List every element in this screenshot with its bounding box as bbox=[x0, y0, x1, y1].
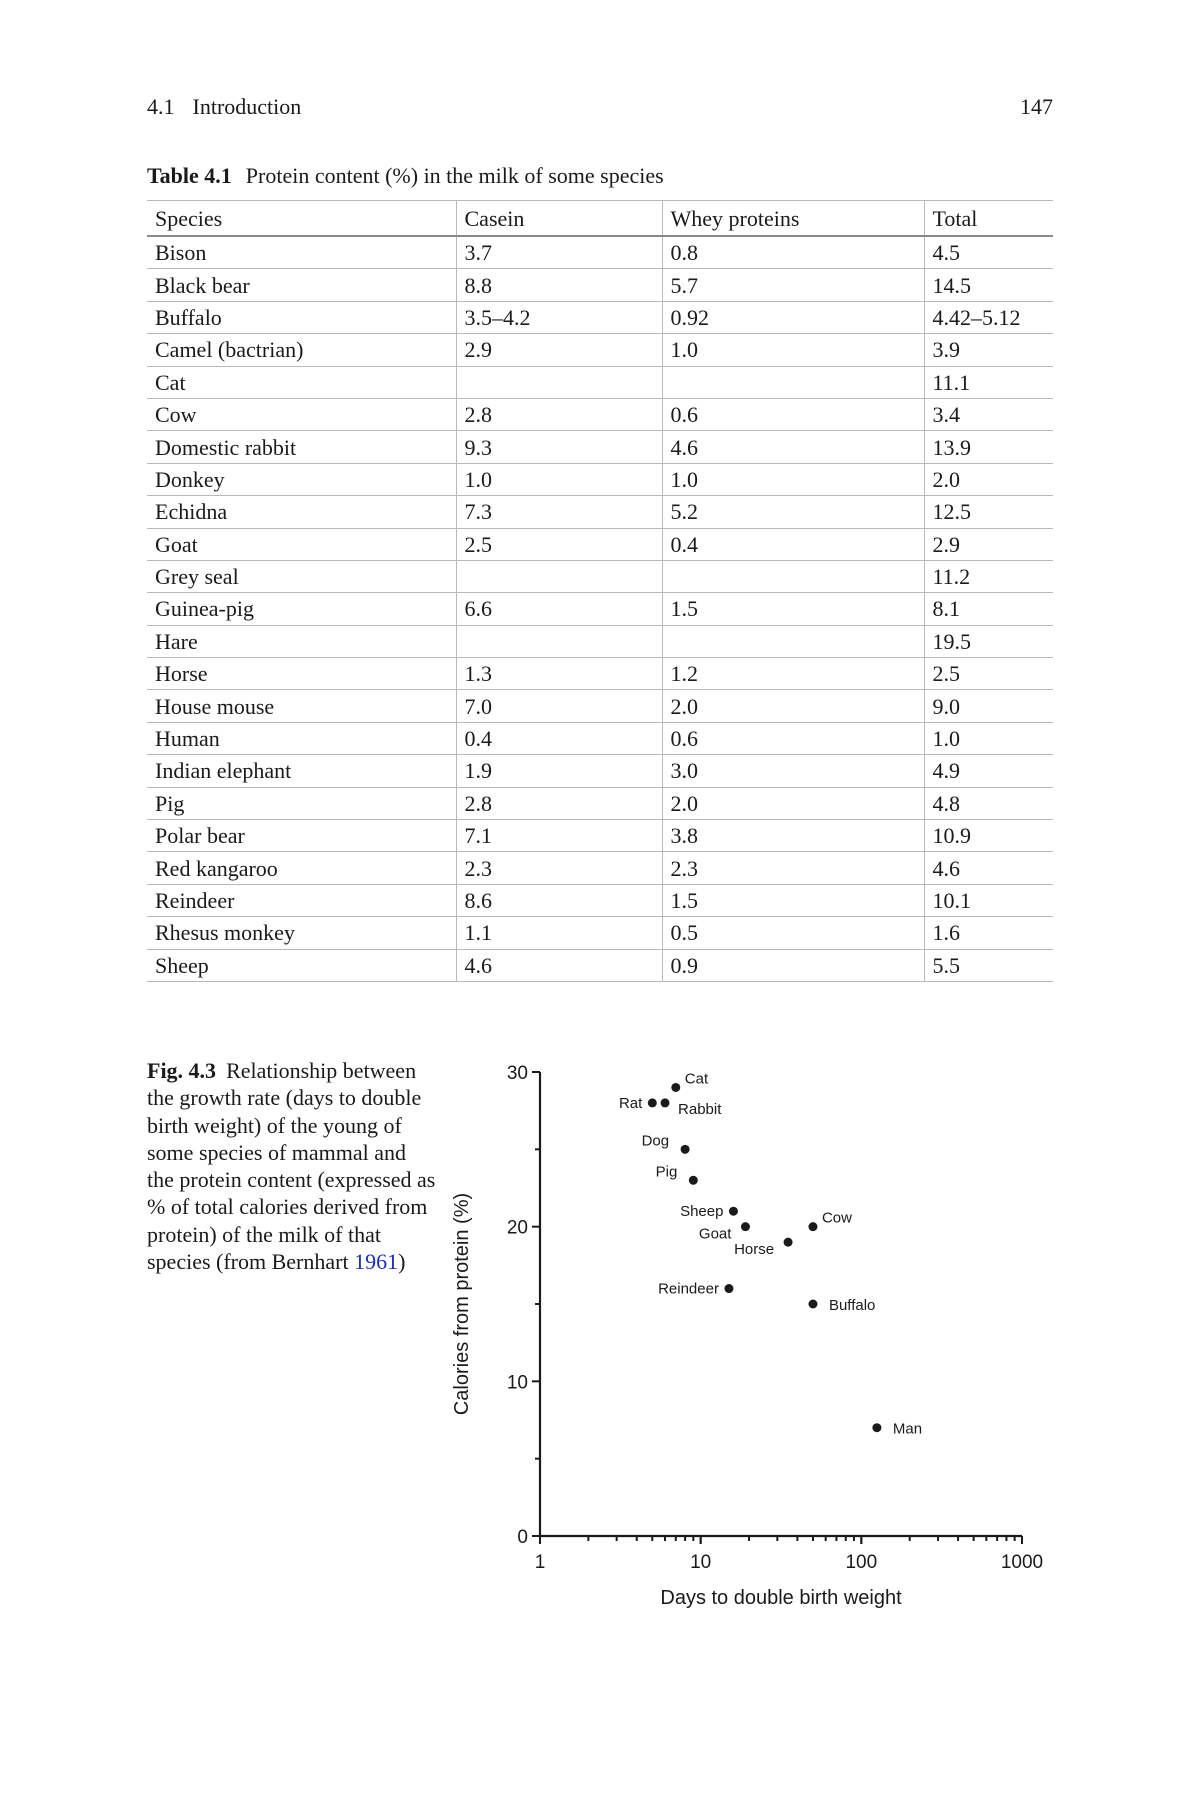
total-cell: 4.6 bbox=[924, 852, 1053, 884]
table-row bbox=[147, 852, 1053, 884]
table-row bbox=[147, 658, 1053, 690]
whey-cell: 2.3 bbox=[662, 852, 924, 884]
point-label: Goat bbox=[698, 1225, 732, 1243]
data-point-goat bbox=[741, 1222, 750, 1231]
species-cell: Black bear bbox=[147, 269, 456, 301]
table-row bbox=[147, 625, 1053, 657]
x-tick-label: 10 bbox=[690, 1552, 712, 1573]
species-cell: Hare bbox=[147, 625, 456, 657]
whey-cell: 0.8 bbox=[662, 236, 924, 269]
total-cell: 4.42–5.12 bbox=[924, 301, 1053, 333]
table-row bbox=[147, 560, 1053, 592]
total-cell: 2.0 bbox=[924, 463, 1053, 495]
casein-cell: 1.9 bbox=[456, 755, 662, 787]
whey-cell: 1.2 bbox=[662, 658, 924, 690]
whey-cell bbox=[662, 366, 924, 398]
casein-cell: 1.0 bbox=[456, 463, 662, 495]
page-header bbox=[147, 94, 1053, 126]
species-cell: Buffalo bbox=[147, 301, 456, 333]
casein-cell: 0.4 bbox=[456, 722, 662, 754]
y-axis-label: Calories from protein (%) bbox=[451, 1192, 473, 1416]
species-cell: Camel (bactrian) bbox=[147, 334, 456, 366]
data-point-rabbit bbox=[661, 1098, 670, 1107]
casein-cell: 9.3 bbox=[456, 431, 662, 463]
whey-cell: 2.0 bbox=[662, 690, 924, 722]
scatter-chart bbox=[440, 1040, 1080, 1620]
species-cell: Red kangaroo bbox=[147, 852, 456, 884]
table-row bbox=[147, 690, 1053, 722]
data-point-dog bbox=[681, 1145, 690, 1154]
table-caption bbox=[147, 163, 664, 189]
casein-cell: 7.0 bbox=[456, 690, 662, 722]
total-cell: 3.4 bbox=[924, 398, 1053, 430]
total-cell: 3.9 bbox=[924, 334, 1053, 366]
point-label: Buffalo bbox=[828, 1297, 876, 1314]
running-head bbox=[147, 94, 301, 120]
total-cell: 11.1 bbox=[924, 366, 1053, 398]
table-row bbox=[147, 496, 1053, 528]
data-point-sheep bbox=[729, 1207, 738, 1216]
data-point-reindeer bbox=[724, 1284, 733, 1293]
y-tick-label: 0 bbox=[517, 1527, 528, 1548]
column-header: Whey proteins bbox=[662, 201, 924, 237]
table-row bbox=[147, 236, 1053, 269]
species-cell: Horse bbox=[147, 658, 456, 690]
whey-cell: 1.5 bbox=[662, 593, 924, 625]
casein-cell: 2.8 bbox=[456, 398, 662, 430]
table-row bbox=[147, 755, 1053, 787]
casein-cell bbox=[456, 625, 662, 657]
table-row bbox=[147, 366, 1053, 398]
protein-table bbox=[147, 200, 1053, 982]
section-number: 4.1 bbox=[147, 94, 175, 119]
total-cell: 10.9 bbox=[924, 820, 1053, 852]
species-cell: Domestic rabbit bbox=[147, 431, 456, 463]
total-cell: 10.1 bbox=[924, 884, 1053, 916]
total-cell: 2.5 bbox=[924, 658, 1053, 690]
casein-cell: 7.1 bbox=[456, 820, 662, 852]
whey-cell: 0.6 bbox=[662, 722, 924, 754]
citation-link[interactable]: 1961 bbox=[354, 1249, 399, 1275]
species-cell: Pig bbox=[147, 787, 456, 819]
whey-cell: 1.0 bbox=[662, 463, 924, 495]
data-point-man bbox=[872, 1423, 881, 1432]
species-cell: Human bbox=[147, 722, 456, 754]
casein-cell: 8.6 bbox=[456, 884, 662, 916]
casein-cell: 2.9 bbox=[456, 334, 662, 366]
casein-cell: 2.3 bbox=[456, 852, 662, 884]
casein-cell bbox=[456, 560, 662, 592]
species-cell: Donkey bbox=[147, 463, 456, 495]
whey-cell: 2.0 bbox=[662, 787, 924, 819]
casein-cell: 6.6 bbox=[456, 593, 662, 625]
x-tick-label: 1 bbox=[534, 1552, 546, 1573]
point-label: Man bbox=[892, 1420, 923, 1438]
casein-cell bbox=[456, 366, 662, 398]
figure-caption bbox=[147, 1057, 437, 1275]
casein-cell: 7.3 bbox=[456, 496, 662, 528]
y-tick-label: 20 bbox=[506, 1217, 528, 1239]
table-row bbox=[147, 334, 1053, 366]
total-cell: 19.5 bbox=[924, 625, 1053, 657]
table-label: Table 4.1 bbox=[147, 163, 232, 188]
table-row bbox=[147, 884, 1053, 916]
total-cell: 11.2 bbox=[924, 560, 1053, 592]
point-label: Rabbit bbox=[678, 1100, 722, 1118]
y-tick-label: 10 bbox=[506, 1372, 528, 1394]
whey-cell: 4.6 bbox=[662, 431, 924, 463]
point-label: Dog bbox=[641, 1132, 670, 1150]
x-tick-label: 100 bbox=[845, 1552, 878, 1573]
whey-cell: 1.5 bbox=[662, 884, 924, 916]
whey-cell: 1.0 bbox=[662, 334, 924, 366]
whey-cell: 3.8 bbox=[662, 820, 924, 852]
data-point-pig bbox=[689, 1176, 698, 1185]
species-cell: Sheep bbox=[147, 949, 456, 981]
species-cell: House mouse bbox=[147, 690, 456, 722]
table-row bbox=[147, 722, 1053, 754]
table-row bbox=[147, 949, 1053, 981]
casein-cell: 2.8 bbox=[456, 787, 662, 819]
total-cell: 4.5 bbox=[924, 236, 1053, 269]
species-cell: Grey seal bbox=[147, 560, 456, 592]
total-cell: 9.0 bbox=[924, 690, 1053, 722]
whey-cell bbox=[662, 560, 924, 592]
total-cell: 13.9 bbox=[924, 431, 1053, 463]
casein-cell: 8.8 bbox=[456, 269, 662, 301]
total-cell: 4.9 bbox=[924, 755, 1053, 787]
species-cell: Cat bbox=[147, 366, 456, 398]
table-header-row bbox=[147, 201, 1053, 237]
casein-cell: 2.5 bbox=[456, 528, 662, 560]
point-label: Pig bbox=[655, 1163, 678, 1181]
total-cell: 4.8 bbox=[924, 787, 1053, 819]
casein-cell: 4.6 bbox=[456, 949, 662, 981]
total-cell: 12.5 bbox=[924, 496, 1053, 528]
casein-cell: 3.5–4.2 bbox=[456, 301, 662, 333]
table-row bbox=[147, 820, 1053, 852]
whey-cell: 0.9 bbox=[662, 949, 924, 981]
species-cell: Guinea-pig bbox=[147, 593, 456, 625]
total-cell: 8.1 bbox=[924, 593, 1053, 625]
species-cell: Reindeer bbox=[147, 884, 456, 916]
table-row bbox=[147, 398, 1053, 430]
section-title: Introduction bbox=[192, 94, 302, 119]
x-axis-label: Days to double birth weight bbox=[660, 1587, 902, 1609]
x-tick-label: 1000 bbox=[1000, 1552, 1044, 1573]
whey-cell: 3.0 bbox=[662, 755, 924, 787]
table-row bbox=[147, 301, 1053, 333]
table-row bbox=[147, 593, 1053, 625]
figure-caption-text: Relationship between the growth rate (days to double birth weight) of the young of some species of mammal and the protein content (expressed as % of total calories derived from protein) of the milk of that species (from Bernhart bbox=[147, 1058, 436, 1275]
point-label: Reindeer bbox=[658, 1280, 719, 1298]
species-cell: Polar bear bbox=[147, 820, 456, 852]
species-cell: Bison bbox=[147, 236, 456, 269]
table-row bbox=[147, 787, 1053, 819]
point-label: Cow bbox=[821, 1209, 852, 1227]
whey-cell bbox=[662, 625, 924, 657]
point-label: Cat bbox=[684, 1070, 709, 1088]
table-row bbox=[147, 431, 1053, 463]
column-header: Species bbox=[147, 201, 456, 237]
data-point-buffalo bbox=[808, 1300, 817, 1309]
species-cell: Cow bbox=[147, 398, 456, 430]
data-point-rat bbox=[648, 1098, 657, 1107]
whey-cell: 0.6 bbox=[662, 398, 924, 430]
data-point-cat bbox=[671, 1083, 680, 1092]
page-number: 147 bbox=[1020, 94, 1053, 119]
casein-cell: 1.3 bbox=[456, 658, 662, 690]
whey-cell: 0.92 bbox=[662, 301, 924, 333]
table-row bbox=[147, 917, 1053, 949]
point-label: Rat bbox=[618, 1094, 643, 1112]
casein-cell: 3.7 bbox=[456, 236, 662, 269]
species-cell: Goat bbox=[147, 528, 456, 560]
whey-cell: 0.5 bbox=[662, 917, 924, 949]
table-row bbox=[147, 269, 1053, 301]
data-point-horse bbox=[784, 1238, 793, 1247]
point-label: Horse bbox=[734, 1241, 775, 1259]
total-cell: 5.5 bbox=[924, 949, 1053, 981]
total-cell: 1.0 bbox=[924, 722, 1053, 754]
whey-cell: 5.2 bbox=[662, 496, 924, 528]
data-point-cow bbox=[808, 1222, 817, 1231]
whey-cell: 5.7 bbox=[662, 269, 924, 301]
table-row bbox=[147, 463, 1053, 495]
table-title: Protein content (%) in the milk of some species bbox=[245, 163, 664, 188]
figure-label: Fig. 4.3 bbox=[147, 1058, 217, 1083]
point-label: Sheep bbox=[680, 1203, 724, 1221]
y-tick-label: 30 bbox=[506, 1063, 528, 1084]
species-cell: Indian elephant bbox=[147, 755, 456, 787]
figure-caption-end: ) bbox=[398, 1249, 406, 1275]
species-cell: Echidna bbox=[147, 496, 456, 528]
table-row bbox=[147, 528, 1053, 560]
table-body bbox=[147, 236, 1053, 981]
whey-cell: 0.4 bbox=[662, 528, 924, 560]
total-cell: 14.5 bbox=[924, 269, 1053, 301]
casein-cell: 1.1 bbox=[456, 917, 662, 949]
column-header: Casein bbox=[456, 201, 662, 237]
total-cell: 1.6 bbox=[924, 917, 1053, 949]
total-cell: 2.9 bbox=[924, 528, 1053, 560]
column-header: Total bbox=[924, 201, 1053, 237]
species-cell: Rhesus monkey bbox=[147, 917, 456, 949]
